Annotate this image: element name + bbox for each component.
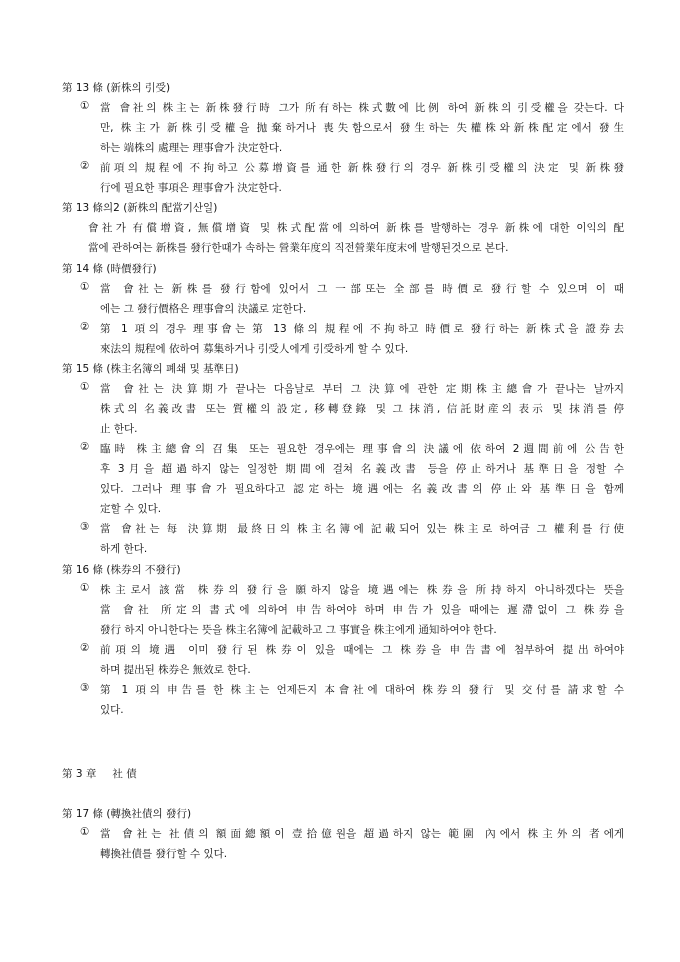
text-line: 臨時 株主總會의 召集 또는 필요한 경우에는 理事會의 決議에 依하여 2週間前에 公告한 [100,443,624,455]
item-number: ① [80,582,90,594]
article-heading: 第 15 條 (株主名簿의 폐쇄 및 基準日) [62,363,239,375]
text-line: 當 會社는 決算期가 끝나는 다음날로 부터 그 決算에 관한 定期株主總會가 끝나는 날까지 [100,383,624,395]
text-line: 當 會社의 株主는 新株發行時 그가 所有하는 株式數에 比例 하여 新株의 引受權을 갖는다. 다 [100,102,624,114]
chapter-title: 社 債 [112,768,137,780]
chapter-heading [62,766,137,781]
text-line: 行에 필요한 事項은 理事會가 決定한다. [100,182,282,194]
item-number: ③ [80,682,90,694]
text-line: 發行 하지 아니한다는 뜻을 株主名簿에 記載하고 그 事實을 株主에게 通知하여야 한다. [100,624,497,636]
text-line: 만, 株主가 新株引受權을 抛棄하거나 喪失함으로서 發生하는 失權株와新株配定에서 發生 [100,122,624,134]
text-line: 當 會社는 社債의 額面總額이 壹拾億원을 超過하지 않는 範圍 內에서 株主外의 者에게 [100,828,624,840]
text-line: 止 한다. [100,423,138,435]
text-line: 株主로서 該當 株券의 發行을 願하지 않을 境遇에는 株券을 所持하지 아니하겠다는 뜻을 [100,584,624,596]
text-line: 前項의 境遇 이미 發行된 株券이 있을 때에는 그 株券을 申告書에 첨부하여 提出하여야 [100,644,624,656]
text-line: 하며 提出된 株券은 無效로 한다. [100,664,251,676]
text-line: 하게 한다. [100,543,148,555]
article-heading: 第 14 條 (時價發行) [62,263,157,275]
text-line: 會社가 有償增資, 無償增資 및 株式配當에 의하여 新株를 발행하는 경우 新株에 대한 이익의 配 [88,222,624,234]
text-line: 當 會社는 每 決算期 最終日의 株主名簿에 記載되어 있는 株主로 하여금 그 權利를 行使 [100,523,624,535]
text-line: 轉換社債를 發行할 수 있다. [100,848,228,860]
text-line: 第 1 項의 申告를 한 株主는 언제든지 本會社에 대하여 株券의 發行 및 交付를 請求할 수 [100,684,624,696]
text-line: 있다. 그러나 理事會가 필요하다고 認定하는 境遇에는 名義改書의 停止와 基準日을 함께 [100,483,624,495]
item-number: ① [80,381,90,393]
item-number: ① [80,100,90,112]
article-paragraph [88,220,624,260]
item-number: ③ [80,521,90,533]
text-line: 에는 그 發行價格은 理事會의 決議로 定한다. [100,303,307,315]
item-number: ② [80,321,90,333]
text-line: 當 會社 所定의 書式에 의하여 申告하여야 하며 申告가 있을 때에는 遲滯없이 그 株券을 [100,604,624,616]
text-line: 當 會社는 新株를 發行함에 있어서 그 一部또는 全部를 時價로 發行할 수 있으며 이 때 [100,283,624,295]
text-line: 來法의 規程에 依하여 募集하거나 引受人에게 引受하게 할 수 있다. [100,343,409,355]
text-line: 있다. [100,704,124,716]
article-heading: 第 16 條 (株券의 不發行) [62,564,181,576]
item-number: ① [80,281,90,293]
article-heading: 第 13 條 (新株의 引受) [62,82,171,94]
text-line: 定할 수 있다. [100,503,162,515]
item-number: ② [80,441,90,453]
item-number: ② [80,160,90,172]
text-line: 前項의 規程에 不拘하고 公募增資를 通한 新株發行의 경우 新株引受權의 決定 및 新株發 [100,162,624,174]
text-line: 후 3月을 超過하지 않는 일정한 期間에 걸쳐 名義改書 등을 停止하거나 基準日을 정할 수 [100,463,624,475]
article-heading: 第 17 條 (轉換社債의 發行) [62,808,192,820]
text-line: 株式의 名義改書 또는 質權의 設定, 移轉登錄 및 그 抹消, 信託財産의 表示 및 抹消를 停 [100,403,624,415]
item-number: ① [80,826,90,838]
chapter-number: 第 3 章 [62,768,97,780]
item-number: ② [80,642,90,654]
article-heading: 第 13 條의2 (新株의 配當기산일) [62,202,218,214]
text-line: 第 1 項의 경우 理事會는 第 13 條의 規程에 不拘하고 時價로 發行하는 新株式을 證券去 [100,323,624,335]
text-line: 하는 端株의 處理는 理事會가 決定한다. [100,142,283,154]
text-line: 當에 관하여는 新株를 發行한때가 속하는 營業年度의 직전營業年度末에 발행된것으로 본다. [88,242,509,254]
